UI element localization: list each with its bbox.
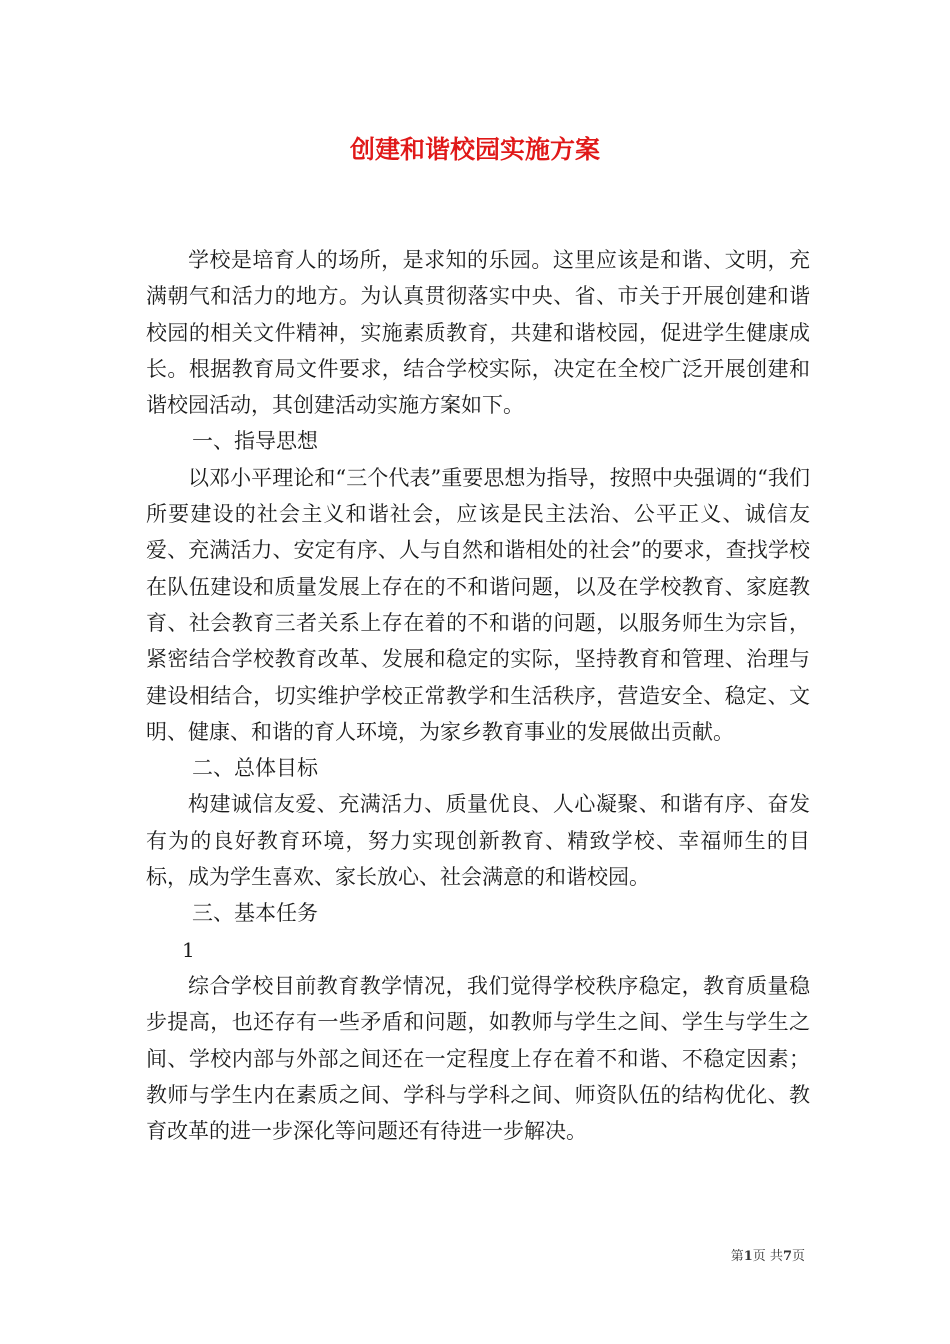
footer-middle: 页 共 <box>752 1249 783 1264</box>
section-heading-guiding-thought: 一、指导思想 <box>192 429 318 454</box>
page-footer <box>731 1245 805 1264</box>
section-heading-basic-tasks: 三、基本任务 <box>192 901 318 926</box>
intro-paragraph: 学校是培育人的场所，是求知的乐园。这里应该是和谐、文明，充满朝气和活力的地方。为认真贯彻落实中央、省、市关于开展创建和谐校园的相关文件精神，实施素质教育，共建和谐校园，促进学生健康成长。根据教育局文件要求，结合学校实际，决定在全校广泛开展创建和谐校园活动，其创建活动实施方案如下。 <box>146 248 810 418</box>
footer-suffix: 页 <box>791 1249 805 1264</box>
section-text-guiding-thought: 以邓小平理论和“三个代表”重要思想为指导，按照中央强调的“我们所要建设的社会主义和谐社会，应该是民主法治、公平正义、诚信友爱、充满活力、安定有序、人与自然和谐相处的社会”的要求，查找学校在队伍建设和质量发展上存在的不和谐问题，以及在学校教育、家庭教育、社会教育三者关系上存在着的不和谐的问题，以服务师生为宗旨，紧密结合学校教育改革、发展和稳定的实际，坚持教育和管理、治理与建设相结合，切实维护学校正常教学和生活秩序，营造安全、稳定、文明、健康、和谐的育人环境，为家乡教育事业的发展做出贡献。 <box>146 465 810 744</box>
footer-current-page: 1 <box>743 1249 753 1264</box>
section-text-basic-tasks: 综合学校目前教育教学情况，我们觉得学校秩序稳定，教育质量稳步提高，也还存有一些矛盾和问题，如教师与学生之间、学生与学生之间、学校内部与外部之间还在一定程度上存在着不和谐、不稳定因素；教师与学生内在素质之间、学科与学科之间、师资队伍的结构优化、教育改革的进一步深化等问题还有待进一步解决。 <box>146 973 810 1144</box>
footer-total-pages: 7 <box>782 1249 792 1264</box>
section-item-number: 1 <box>182 937 195 962</box>
footer-prefix: 第 <box>730 1249 744 1264</box>
section-heading-overall-goal: 二、总体目标 <box>192 756 318 781</box>
section-text-overall-goal: 构建诚信友爱、充满活力、质量优良、人心凝聚、和谐有序、奋发有为的良好教育环境，努力实现创新教育、精致学校、幸福师生的目标，成为学生喜欢、家长放心、社会满意的和谐校园。 <box>146 792 810 890</box>
document-body <box>146 242 810 1149</box>
document-title: 创建和谐校园实施方案 <box>349 135 600 164</box>
